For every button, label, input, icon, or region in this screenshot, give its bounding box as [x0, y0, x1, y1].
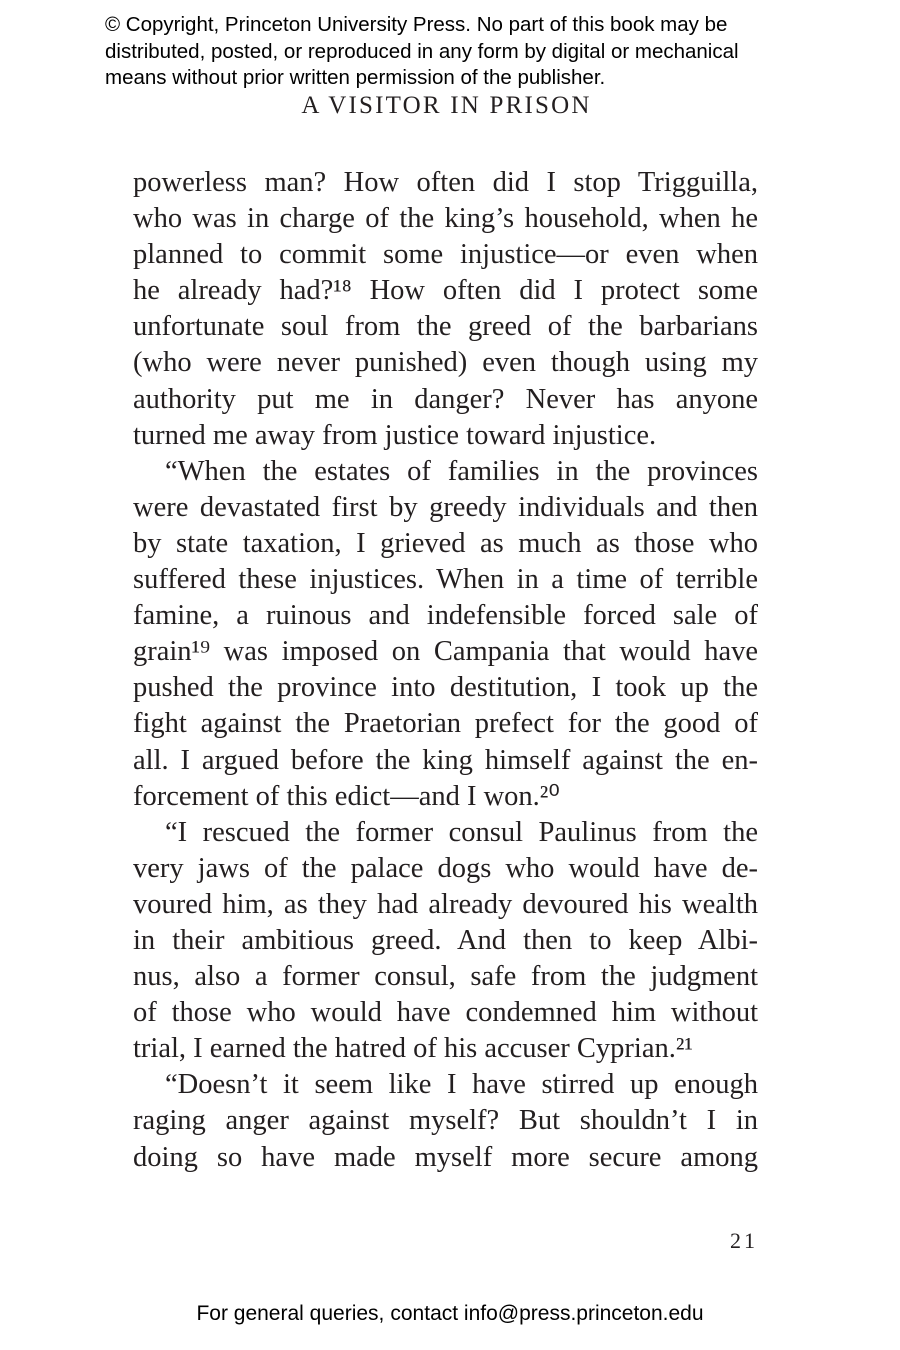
- text-line: very jaws of the palace dogs who would have de-: [133, 852, 758, 884]
- text-line: forcement of this edict—and I won.²⁰: [133, 780, 560, 812]
- text-line: “When the estates of families in the provinces: [165, 455, 758, 487]
- text-line: trial, I earned the hatred of his accuser Cyprian.²¹: [133, 1033, 693, 1065]
- copyright-notice: [105, 12, 885, 92]
- text-line: who was in charge of the king’s household, when he: [133, 203, 758, 235]
- footer-contact: contact info@press.princeton.edu: [390, 1302, 704, 1325]
- text-line: of those who would have condemned him without: [133, 997, 758, 1029]
- text-line: authority put me in danger? Never has anyone: [133, 383, 758, 415]
- text-line: voured him, as they had already devoured his wealth: [133, 888, 758, 920]
- text-line: famine, a ruinous and indefensible forced sale of: [133, 600, 758, 632]
- text-line: suffered these injustices. When in a time of terrible: [133, 564, 758, 596]
- text-line: were devastated first by greedy individuals and then: [133, 491, 758, 523]
- copyright-line: distributed, posted, or reproduced in any form by digital or mechanical: [105, 39, 739, 63]
- copyright-line: © Copyright, Princeton University Press. No part of this book may be: [105, 13, 728, 36]
- text-line: raging anger against myself? But shouldn’t I in: [133, 1105, 758, 1137]
- footer: [0, 1302, 900, 1326]
- text-line: planned to commit some injustice—or even when: [133, 239, 758, 271]
- text-line: he already had?¹⁸ How often did I protect some: [133, 275, 758, 307]
- copyright-line: means without prior written permission of the publisher.: [105, 66, 606, 89]
- text-line: doing so have made myself more secure among: [133, 1141, 758, 1173]
- page-number: 21: [730, 1228, 758, 1253]
- text-line: “I rescued the former consul Paulinus from the: [165, 816, 758, 848]
- text-line: turned me away from justice toward injustice.: [133, 419, 657, 451]
- footer-prefix: For general queries,: [196, 1302, 385, 1325]
- text-line: powerless man? How often did I stop Trigguilla,: [133, 167, 758, 198]
- text-line: fight against the Praetorian prefect for the good of: [133, 708, 758, 740]
- text-line: by state taxation, I grieved as much as those who: [133, 527, 758, 559]
- text-line: (who were never punished) even though using my: [133, 347, 758, 379]
- text-line: all. I argued before the king himself against the en-: [133, 744, 758, 776]
- text-line: “Doesn’t it seem like I have stirred up enough: [165, 1069, 758, 1101]
- body-text: [133, 165, 758, 1176]
- text-line: in their ambitious greed. And then to keep Albi-: [133, 924, 758, 956]
- text-line: unfortunate soul from the greed of the barbarians: [133, 311, 758, 343]
- text-line: grain¹⁹ was imposed on Campania that would have: [133, 636, 758, 668]
- text-line: nus, also a former consul, safe from the judgment: [133, 961, 758, 993]
- running-head: A VISITOR IN PRISON: [301, 92, 592, 119]
- text-line: pushed the province into destitution, I took up the: [133, 672, 758, 704]
